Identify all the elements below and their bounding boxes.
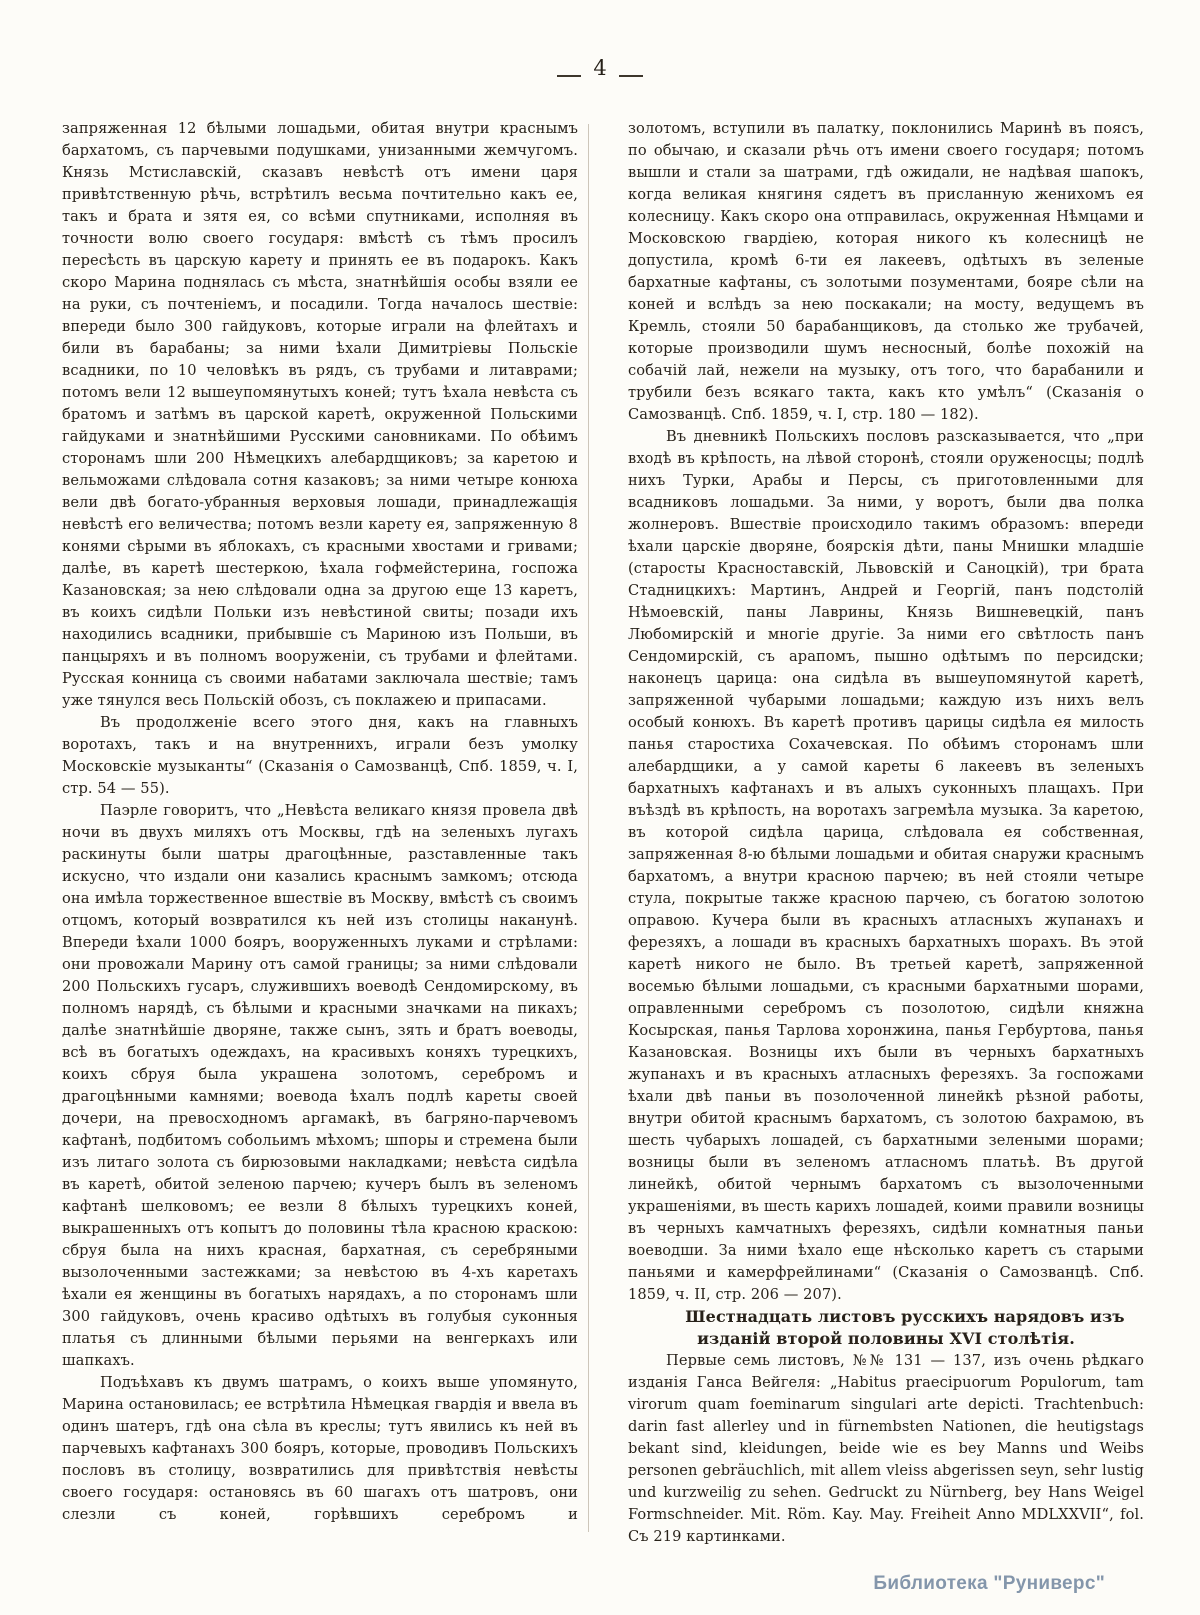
paragraph: золотомъ, вступили въ палатку, поклонились Маринѣ въ поясъ, по обычаю, и сказали рѣчь отъ имени своего государя; потомъ вышли и стали за шатрами, гдѣ ожидали, не надѣвая шапокъ, когда великая княгиня сядетъ въ присланную женихомъ ея колесницу. Какъ скоро она отправилась, окруженная Нѣмцами и Московскою гвардіею, которая никого къ колесницѣ не допустила, кромѣ 6-ти ея лакеевъ, одѣтыхъ въ зеленые бархатные кафтаны, съ золотыми позументами, бояре сѣли на коней и вслѣдъ за нею поскакали; на мосту, ведущемъ въ Кремль, стояли 50 барабанщиковъ, да столько же трубачей, которые производили шумъ несносный, болѣе похожій на собачій лай, нежели на музыку, отъ того, что барабанили и трубили безъ всякаго такта, какъ кто умѣлъ“ (Сказанія о Самозванцѣ. Спб. 1859, ч. I, стр. 180 — 182). [628, 120, 1144, 423]
page-number-value: 4 [593, 56, 607, 80]
left-column [62, 118, 578, 1548]
text-columns [62, 118, 1144, 1548]
page-header [0, 58, 1200, 83]
page-number [557, 58, 642, 83]
page-number-right-rule [619, 75, 643, 77]
library-watermark: Библиотека "Руниверс" [873, 1573, 1105, 1594]
section-heading: Шестнадцать листовъ русскихъ нарядовъ изъ изданій второй половины XVI столѣтія. [685, 1307, 1125, 1348]
paragraph: Первые семь листовъ, №№ 131 — 137, изъ очень рѣдкаго изданія Ганса Вейгеля: „Habitus praecipuorum Populorum, tam virorum quam foeminarum singulari arte depicti. Trachtenbuch: darin fast allerley und in fürnembsten Nationen, die heutigstags bekant sind, kleidungen, beide wie es bey Manns und Weibs personen gebräuchlich, mit allem vleiss abgerissen seyn, sehr lustig und kurzweilig zu sehen. Gedruckt zu Nürnberg, bey Hans Weigel Formschneider. Mit. Röm. Kay. May. Freiheit Anno MDLXXVII“, fol. Съ 219 картинками. [628, 1352, 1144, 1545]
paragraph: Въ продолженіе всего этого дня, какъ на главныхъ воротахъ, такъ и на внутреннихъ, играли безъ умолку Московскіе музыканты“ (Сказанія о Самозванцѣ, Спб. 1859, ч. I, стр. 54 — 55). [62, 714, 578, 797]
page-number-left-rule [557, 75, 581, 77]
right-column [628, 118, 1144, 1548]
paragraph: запряженная 12 бѣлыми лошадьми, обитая внутри краснымъ бархатомъ, съ парчевыми подушками, унизанными жемчугомъ. Князь Мстиславскій, сказавъ невѣстѣ отъ имени царя привѣтственную рѣчь, встрѣтилъ весьма почтительно какъ ее, такъ и брата и зятя ея, со всѣми спутниками, исполняя въ точности волю своего государя: вмѣстѣ съ тѣмъ просилъ пересѣсть въ царскую карету и принять ее въ подарокъ. Какъ скоро Марина поднялась съ мѣста, знатнѣйшія особы взяли ее на руки, съ почтеніемъ, и посадили. Тогда началось шествіе: впереди было 300 гайдуковъ, которые играли на флейтахъ и били въ барабаны; за ними ѣхали Димитріевы Польскіе всадники, по 10 человѣкъ въ рядъ, съ трубами и литаврами; потомъ вели 12 вышеупомянутыхъ коней; тутъ ѣхала невѣста съ братомъ и затѣмъ въ царской каретѣ, окруженной Польскими гайдуками и знатнѣйшими Русскими сановниками. По обѣимъ сторонамъ шли 200 Нѣмецкихъ алебардщиковъ; за каретою и вельможами слѣдовала сотня казаковъ; за ними четыре конюха вели двѣ богато-убранныя верховыя лошади, принадлежащія невѣстѣ его величества; потомъ везли карету ея, запряженную 8 конями сѣрыми въ яблокахъ, съ красными хвостами и гривами; далѣе, въ каретѣ шестеркою, ѣхала гофмейстерина, госпожа Казановская; за нею слѣдовали одна за другою еще 13 каретъ, въ коихъ сидѣли Польки изъ невѣстиной свиты; позади ихъ находились всадники, прибывшіе съ Мариною изъ Польши, въ панцыряхъ и въ полномъ вооруженіи, съ трубами и флейтами. Русская конница съ своими набатами заключала шествіе; тамъ уже тянулся весь Польскій обозъ, съ поклажею и припасами. [62, 120, 578, 709]
paragraph: Подъѣхавъ къ двумъ шатрамъ, о коихъ выше упомянуто, Марина остановилась; ее встрѣтила Нѣмецкая гвардія и ввела въ одинъ шатеръ, гдѣ она сѣла въ креслы; тутъ явились къ ней въ парчевыхъ кафтанахъ 300 бояръ, которые, проводивъ Польскихъ пословъ въ столицу, возвратились для привѣтствія невѣсты своего государя: остановясь въ 60 шагахъ отъ шатровъ, они слезли съ коней, горѣвшихъ серебромъ и [62, 1374, 578, 1523]
paragraph: Паэрле говоритъ, что „Невѣста великаго князя провела двѣ ночи въ двухъ миляхъ отъ Москвы, гдѣ на зеленыхъ лугахъ раскинуты были шатры драгоцѣнные, разставленные такъ искусно, что издали они казались краснымъ замкомъ; отсюда она имѣла торжественное вшествіе въ Москву, вмѣстѣ съ своимъ отцомъ, который возвратился къ ней изъ столицы наканунѣ. Впереди ѣхали 1000 бояръ, вооруженныхъ луками и стрѣлами: они провожали Марину отъ самой границы; за ними слѣдовали 200 Польскихъ гусаръ, служившихъ воеводѣ Сендомирскому, въ полномъ нарядѣ, съ бѣлыми и красными значками на пикахъ; далѣе знатнѣйшіе дворяне, также сынъ, зять и братъ воеводы, всѣ въ богатыхъ одеждахъ, на красивыхъ коняхъ турецкихъ, коихъ сбруя была украшена золотомъ, серебромъ и драгоцѣнными камнями; воевода ѣхалъ подлѣ кареты своей дочери, на превосходномъ аргамакѣ, въ багряно-парчевомъ кафтанѣ, подбитомъ собольимъ мѣхомъ; шпоры и стремена были изъ литаго золота съ бирюзовыми накладками; невѣста сидѣла въ каретѣ, обитой зеленою парчею; кучеръ былъ въ зеленомъ кафтанѣ шелковомъ; ее везли 8 бѣлыхъ турецкихъ коней, выкрашенныхъ отъ копытъ до половины тѣла красною краскою: сбруя была на нихъ красная, бархатная, съ серебряными вызолоченными застежками; за невѣстою въ 4-хъ каретахъ ѣхали ея женщины въ богатыхъ нарядахъ, а по сторонамъ шли 300 гайдуковъ, очень красиво одѣтыхъ въ голубыя суконныя платья съ длинными бѣлыми перьями на венгеркахъ или шапкахъ. [62, 802, 578, 1369]
paragraph: Въ дневникѣ Польскихъ пословъ разсказывается, что „при входѣ въ крѣпость, на лѣвой сторонѣ, стояли оруженосцы; подлѣ нихъ Турки, Арабы и Персы, съ приготовленными для всадниковъ лошадьми. За ними, у воротъ, были два полка жолнеровъ. Вшествіе происходило такимъ образомъ: впереди ѣхали царскіе дворяне, боярскія дѣти, паны Мнишки младшіе (старосты Красноставскій, Львовскій и Саноцкій), три брата Стадницкихъ: Мартинъ, Андрей и Георгій, панъ подстолій Нѣмоевскій, паны Лаврины, Князь Вишневецкій, панъ Любомирскій и многіе другіе. За ними его свѣтлость панъ Сендомирскій, съ арапомъ, пышно одѣтымъ по персидски; наконецъ царица: она сидѣла въ вышеупомянутой каретѣ, запряженной чубарыми лошадьми; каждую изъ нихъ велъ особый конюхъ. Въ каретѣ противъ царицы сидѣла ея милость панья старостиха Сохачевская. По обѣимъ сторонамъ шли алебардщики, а у самой кареты 6 лакеевъ въ зеленыхъ бархатныхъ кафтанахъ и въ алыхъ суконныхъ плащахъ. При въѣздѣ въ крѣпость, на воротахъ загремѣла музыка. За каретою, въ которой сидѣла царица, слѣдовала ея собственная, запряженная 8-ю бѣлыми лошадьми и обитая снаружи краснымъ бархатомъ, а внутри красною парчею; въ ней стояли четыре стула, покрытые также красною парчею, съ богатою золотою оправою. Кучера были въ красныхъ атласныхъ жупанахъ и ферезяхъ, а лошади въ красныхъ бархатныхъ шорахъ. Въ этой каретѣ никого не было. Въ третьей каретѣ, запряженной восемью бѣлыми лошадьми, съ красными бархатными шорами, оправленными серебромъ съ позолотою, сидѣли княжна Косырская, панья Тарлова хоронжина, панья Гербуртова, панья Казановская. Возницы ихъ были въ черныхъ бархатныхъ жупанахъ и въ красныхъ атласныхъ ферезяхъ. За госпожами ѣхали двѣ паньи въ позолоченной линейкѣ рѣзной работы, внутри обитой краснымъ бархатомъ, съ золотою бахрамою, въ шесть чубарыхъ лошадей, съ бархатными зелеными шорами; возницы были въ зеленомъ атласномъ платьѣ. Въ другой линейкѣ, обитой чернымъ бархатомъ съ вызолоченными украшеніями, въ шесть карихъ лошадей, коими правили возницы въ черныхъ камчатныхъ ферезяхъ, сидѣли комнатныя паньи воеводши. За ними ѣхало еще нѣсколько каретъ съ старыми паньями и камерфрейлинами“ (Сказанія о Самозванцѣ. Спб. 1859, ч. II, стр. 206 — 207). [628, 428, 1144, 1303]
